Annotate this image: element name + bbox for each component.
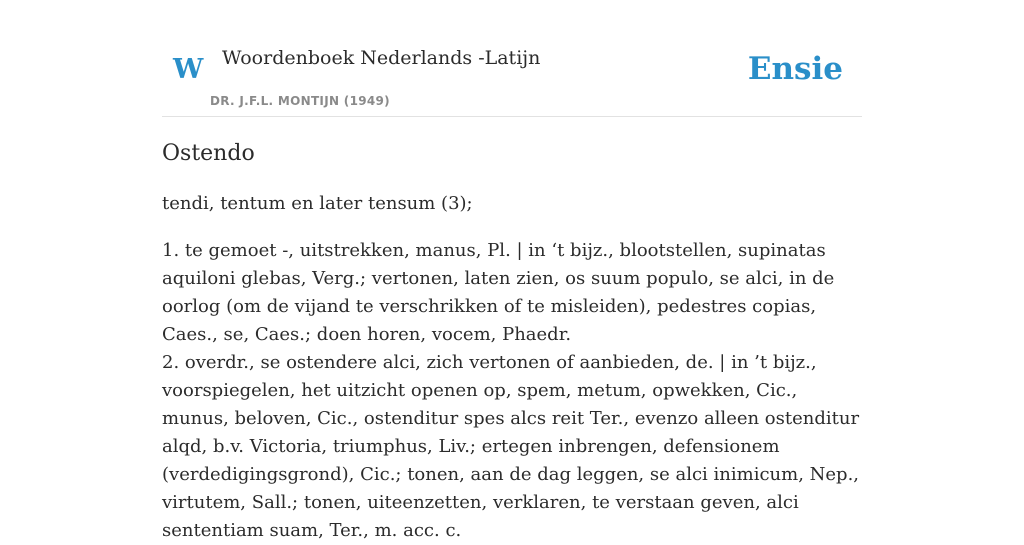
dictionary-title-link[interactable]: Woordenboek Nederlands -Latijn [222,47,541,69]
ensie-logo-link[interactable]: Ensie [747,51,843,87]
sense-1: 1. te gemoet -, uitstrekken, manus, Pl. | in ‘t bijz., blootstellen, supinatas aquiloni glebas, Verg.; vertonen, laten zien, os suum populo, se alci, in de oorlog (om de vijand te verschrikken of te misleiden), pedestres copias, Caes., se, Caes.; doen horen, vocem, Phaedr. [162,240,835,345]
dictionary-author: DR. J.F.L. MONTIJN (1949) [210,94,390,108]
sense-2: 2. overdr., se ostendere alci, zich vertonen of aanbieden, de. | in ’t bijz., voorspiegelen, het uitzicht openen op, spem, metum, opwekken, Cic., munus, beloven, Cic., ostenditur spes alcs reit Ter., evenzo alleen ostenditur alqd, b.v. Victoria, triumphus, Liv.; ertegen inbrengen, defensionem (verdedigingsgrond), Cic.; tonen, aan de dag leggen, se alci inimicum, Nep., virtutem, Sall.; tonen, uiteenzetten, verklaren, te verstaan geven, alci sententiam suam, Ter., m. acc. c. [162,352,860,541]
entry-content [162,138,862,545]
entry-lead: tendi, tentum en later tensum (3); [162,193,473,214]
entry-title: Ostendo [162,141,255,166]
entry-definition [162,237,862,545]
dictionary-logo-icon[interactable]: W [173,54,204,85]
dictionary-header [162,0,862,117]
